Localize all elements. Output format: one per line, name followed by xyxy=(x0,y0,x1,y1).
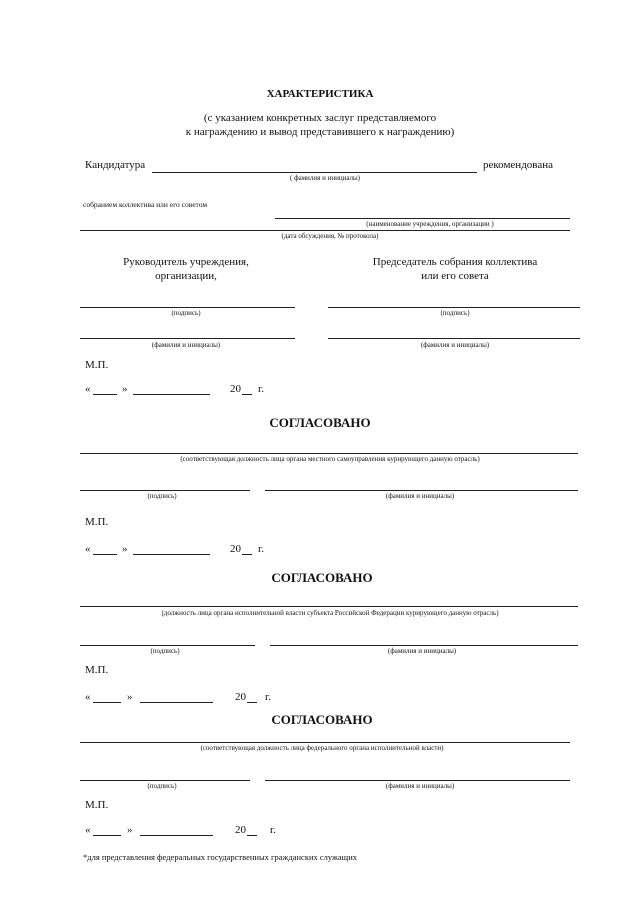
approval-2-name-line[interactable] xyxy=(270,645,578,646)
approval-heading-2: СОГЛАСОВАНО xyxy=(271,570,373,585)
left-sign-caption: (подпись) xyxy=(171,309,201,317)
approval-3-name-line[interactable] xyxy=(265,780,570,781)
right-name-caption: (фамилия и инициалы) xyxy=(420,341,490,349)
day-line[interactable] xyxy=(93,394,117,395)
recommended-label: рекомендована xyxy=(483,159,553,171)
right-sig-title-2: или его совета xyxy=(421,270,489,282)
approval-1-name-caption: (фамилия и инициалы) xyxy=(385,492,455,500)
year-prefix: 20 xyxy=(230,543,241,555)
approval-2-sign-line[interactable] xyxy=(80,645,255,646)
year-suffix: г. xyxy=(270,824,277,836)
left-name-line[interactable] xyxy=(80,338,295,339)
close-quote: » xyxy=(127,691,133,703)
approval-3-position-caption: (соответствующая должность лица федерального органа исполнительной власти) xyxy=(200,744,444,752)
date-row xyxy=(0,384,640,398)
left-signature-line[interactable] xyxy=(80,307,295,308)
approval-1-sign-line[interactable] xyxy=(80,490,250,491)
approval-heading-3: СОГЛАСОВАНО xyxy=(271,712,373,727)
year-line[interactable] xyxy=(242,394,252,395)
stamp-label: М.П. xyxy=(85,359,109,371)
approval-1-date-row xyxy=(0,544,640,558)
by-collective-text: собранием коллектива или его советом xyxy=(83,200,208,209)
right-sign-caption: (подпись) xyxy=(440,309,470,317)
year-suffix: г. xyxy=(265,691,272,703)
day-line[interactable] xyxy=(93,554,117,555)
year-line[interactable] xyxy=(247,835,257,836)
discussion-date-line[interactable] xyxy=(80,230,570,231)
approval-3-stamp: М.П. xyxy=(85,799,109,811)
close-quote: » xyxy=(122,543,128,555)
year-line[interactable] xyxy=(242,554,252,555)
approval-1-position-line[interactable] xyxy=(80,453,578,454)
right-signature-line[interactable] xyxy=(328,307,580,308)
month-line[interactable] xyxy=(133,394,210,395)
right-name-line[interactable] xyxy=(328,338,580,339)
close-quote: » xyxy=(122,383,128,395)
month-line[interactable] xyxy=(140,702,213,703)
candidate-name-line[interactable] xyxy=(152,172,477,173)
approval-2-stamp: М.П. xyxy=(85,664,109,676)
open-quote: « xyxy=(85,824,91,836)
approval-1-stamp: М.П. xyxy=(85,516,109,528)
year-prefix: 20 xyxy=(230,383,241,395)
document-title: ХАРАКТЕРИСТИКА xyxy=(266,88,374,100)
subtitle-line-2: к награждению и вывод представившего к награждению) xyxy=(185,126,455,138)
approval-1-position-caption: (соответствующая должность лица органа местного самоуправления курирующего данную отрасль) xyxy=(180,455,480,463)
subtitle-line-1: (с указанием конкретных заслуг представляемого xyxy=(203,112,437,124)
open-quote: « xyxy=(85,383,91,395)
approval-2-sign-caption: (подпись) xyxy=(150,647,180,655)
year-prefix: 20 xyxy=(235,824,246,836)
candidate-label: Кандидатура xyxy=(85,159,146,171)
approval-2-position-caption: (должность лица органа исполнительной власти субъекта Российской Федерации курирующего данную отрасль) xyxy=(161,609,499,617)
month-line[interactable] xyxy=(133,554,210,555)
approval-3-name-caption: (фамилия и инициалы) xyxy=(385,782,455,790)
left-sig-title-2: организации, xyxy=(155,270,217,282)
org-name-line[interactable] xyxy=(275,218,570,219)
open-quote: « xyxy=(85,691,91,703)
approval-2-position-line[interactable] xyxy=(80,606,578,607)
footnote: *для представления федеральных государственных гражданских служащих xyxy=(83,852,358,862)
day-line[interactable] xyxy=(93,835,121,836)
approval-2-name-caption: (фамилия и инициалы) xyxy=(387,647,457,655)
right-sig-title-1: Председатель собрания коллектива xyxy=(372,256,538,268)
month-line[interactable] xyxy=(140,835,213,836)
date-caption: (дата обсуждения, № протокола) xyxy=(281,232,379,240)
year-line[interactable] xyxy=(247,702,257,703)
candidate-caption: ( фамилия и инициалы) xyxy=(289,174,361,182)
close-quote: » xyxy=(127,824,133,836)
approval-3-sign-line[interactable] xyxy=(80,780,250,781)
year-prefix: 20 xyxy=(235,691,246,703)
day-line[interactable] xyxy=(93,702,121,703)
approval-3-date-row xyxy=(0,825,640,839)
approval-1-name-line[interactable] xyxy=(265,490,578,491)
left-sig-title-1: Руководитель учреждения, xyxy=(123,256,249,268)
approval-3-sign-caption: (подпись) xyxy=(147,782,177,790)
approval-3-position-line[interactable] xyxy=(80,742,570,743)
approval-2-date-row xyxy=(0,692,640,706)
open-quote: « xyxy=(85,543,91,555)
left-name-caption: (фамилия и инициалы) xyxy=(151,341,221,349)
approval-heading-1: СОГЛАСОВАНО xyxy=(269,415,371,430)
org-caption: (наименование учреждения, организации ) xyxy=(366,220,494,228)
approval-1-sign-caption: (подпись) xyxy=(147,492,177,500)
year-suffix: г. xyxy=(258,383,265,395)
year-suffix: г. xyxy=(258,543,265,555)
